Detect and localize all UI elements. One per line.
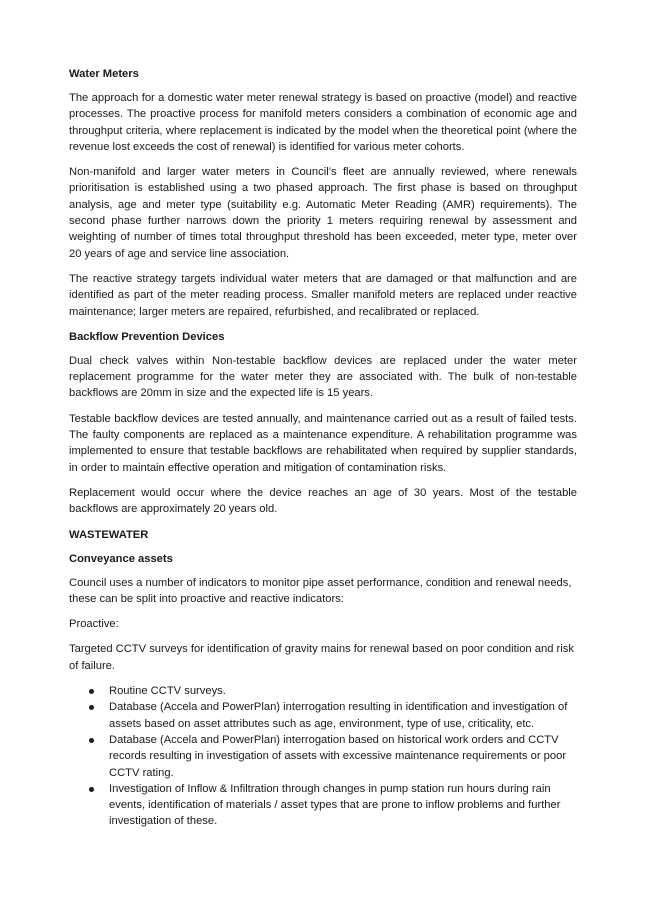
bullet-icon <box>89 705 94 710</box>
list-item-text: Routine CCTV surveys. <box>109 685 226 698</box>
backflow-paragraph-1: Dual check valves within Non-testable backflow devices are replaced under the water meter replacement programme for the water meter they are associated with. The bulk of non-testable backflows are 20mm in size and the expected life is 15 years. <box>69 354 577 400</box>
backflow-heading: Backflow Prevention Devices <box>69 330 225 343</box>
list-item <box>69 732 577 781</box>
water-meters-paragraph-3: The reactive strategy targets individual water meters that are damaged or that malfunction and are identified as part of the meter reading process. Smaller manifold meters are replaced under reactive maintenance; larger meters are repaired, refurbished, and recalibrated or replaced. <box>69 272 577 318</box>
bullet-icon <box>89 689 94 694</box>
list-item-text: Database (Accela and PowerPlan) interrogation resulting in identification and investigation of assets based on asset attributes such as age, environment, type of use, criticality, etc. <box>109 701 568 730</box>
conveyance-paragraph-3: Targeted CCTV surveys for identification of gravity mains for renewal based on poor condition and risk of failure. <box>69 643 574 672</box>
wastewater-heading: WASTEWATER <box>69 528 149 541</box>
conveyance-paragraph-1: Council uses a number of indicators to monitor pipe asset performance, condition and renewal needs, these can be split into proactive and reactive indicators: <box>69 576 572 605</box>
water-meters-paragraph-2: Non-manifold and larger water meters in Council’s fleet are annually reviewed, where renewals prioritisation is established using a two phased approach. The first phase is based on throughput analysis, age and meter type (suitability e.g. Automatic Meter Reading (AMR) requirements). The second phase further narrows down the priority 1 meters requiring renewal by assessment and weighting of number of times total throughput threshold has been exceeded, meter type, meter over 20 years of age and service line association. <box>69 166 577 260</box>
conveyance-bullet-list <box>69 683 577 830</box>
bullet-icon <box>89 787 94 792</box>
backflow-paragraph-2: Testable backflow devices are tested annually, and maintenance carried out as a result of failed tests. The faulty components are replaced as a maintenance expenditure. A rehabilitation programme was implemented to ensure that testable backflows are rehabilitated when required by supplier standards, in order to maintain effective operation and mitigation of contamination risks. <box>69 412 577 474</box>
conveyance-heading: Conveyance assets <box>69 552 173 565</box>
water-meters-paragraph-1: The approach for a domestic water meter renewal strategy is based on proactive (model) and reactive processes. The proactive process for manifold meters considers a combination of economic age and throughput criteria, where replacement is indicated by the model when the theoretical point (where the revenue lost exceeds the cost of renewal) is identified for various meter cohorts. <box>69 92 577 153</box>
list-item <box>69 683 577 699</box>
list-item-text: Investigation of Inflow & Infiltration through changes in pump station run hours during rain events, identification of materials / asset types that are prone to inflow problems and further investigation of these. <box>109 782 561 828</box>
water-meters-heading: Water Meters <box>69 68 139 80</box>
backflow-paragraph-3: Replacement would occur where the device reaches an age of 30 years. Most of the testable backflows are approximately 20 years old. <box>69 486 577 516</box>
bullet-icon <box>89 738 94 743</box>
list-item-text: Database (Accela and PowerPlan) interrogation based on historical work orders and CCTV records resulting in investigation of assets with excessive maintenance requirements or poor CCTV rating. <box>109 733 567 779</box>
list-item <box>69 699 577 732</box>
conveyance-paragraph-2: Proactive: <box>69 618 119 631</box>
list-item <box>69 781 577 830</box>
